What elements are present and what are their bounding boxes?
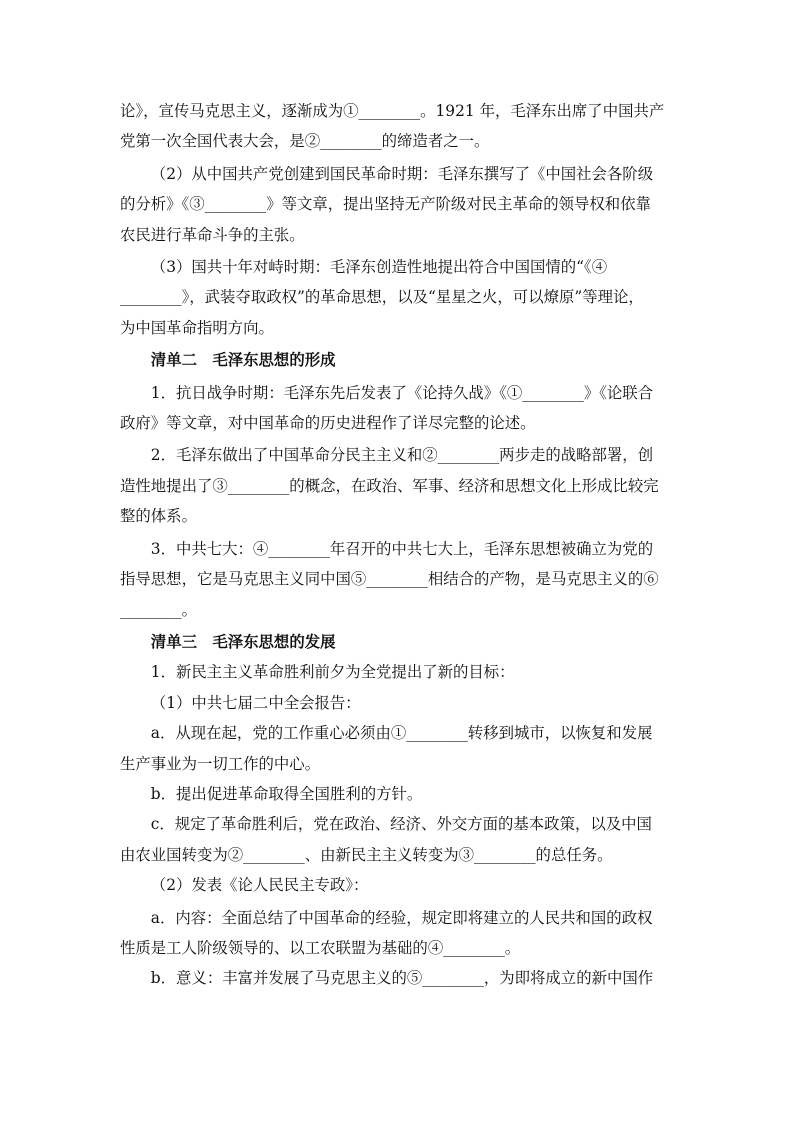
s2-item-2-line-1: 2．毛泽东做出了中国革命分民主主义和②________两步走的战略部署，创 bbox=[150, 446, 654, 465]
s2-item-3-line-3: ________。 bbox=[120, 600, 197, 619]
s2-item-1-line-2: 政府》等文章，对中国革命的历史进程作了详尽完整的论述。 bbox=[120, 414, 536, 433]
s3-a2-line-1: a．内容：全面总结了中国革命的经验，规定即将建立的人民共和国的政权 bbox=[150, 908, 653, 927]
s1-p2-line-3: 农民进行革命斗争的主张。 bbox=[120, 225, 305, 244]
s1-p3-line-1: （3）国共十年对峙时期：毛泽东创造性地提出符合中国国情的“《④ bbox=[150, 258, 608, 277]
s1-p3-line-2: ________》，武装夺取政权”的革命思想，以及“星星之火，可以燎原”等理论， bbox=[120, 288, 644, 307]
s2-item-3-line-2: 指导思想，它是马克思主义同中国⑤________相结合的产物，是马克思主义的⑥ bbox=[120, 570, 659, 589]
s3-a2-line-2: 性质是工人阶级领导的、以工农联盟为基础的④________。 bbox=[120, 938, 521, 957]
s1-p3-line-3: 为中国革命指明方向。 bbox=[120, 318, 274, 337]
s3-item-1: 1．新民主主义革命胜利前夕为全党提出了新的目标： bbox=[150, 663, 515, 682]
intro-line-1: 论》，宣传马克思主义，逐渐成为①________。1921 年，毛泽东出席了中国共产 bbox=[120, 102, 665, 120]
s3-sub-1: （1）中共七届二中全会报告： bbox=[150, 693, 361, 712]
s3-c-line-2: 由农业国转变为②________、由新民主主义转变为③________的总任务。 bbox=[120, 845, 613, 864]
s3-a-line-2: 生产事业为一切工作的中心。 bbox=[120, 754, 321, 773]
s3-a-line-1: a．从现在起，党的工作重心必须由①________转移到城市，以恢复和发展 bbox=[150, 724, 653, 743]
s2-item-3-line-1: 3．中共七大：④________年召开的中共七大上，毛泽东思想被确立为党的 bbox=[150, 539, 654, 558]
s2-item-2-line-2: 造性地提出了③________的概念，在政治、军事、经济和思想文化上形成比较完 bbox=[120, 476, 659, 495]
section-heading-3: 清单三 毛泽东思想的发展 bbox=[150, 632, 336, 651]
s2-item-2-line-3: 整的体系。 bbox=[120, 507, 197, 526]
document-body bbox=[120, 96, 676, 994]
s1-p2-line-2: 的分析》《③________》等文章，提出坚持无产阶级对民主革命的领导权和依靠 bbox=[120, 195, 651, 214]
intro-line-2: 党第一次全国代表大会，是②________的缔造者之一。 bbox=[120, 132, 490, 151]
s3-b2-line-1: b．意义：丰富并发展了马克思主义的⑤________，为即将成立的新中国作 bbox=[150, 969, 654, 988]
s1-p2-line-1: （2）从中国共产党创建到国民革命时期：毛泽东撰写了《中国社会各阶级 bbox=[150, 164, 654, 183]
s3-sub-2: （2）发表《论人民民主专政》： bbox=[150, 876, 369, 895]
s3-c-line-1: c．规定了革命胜利后，党在政治、经济、外交方面的基本政策，以及中国 bbox=[150, 815, 652, 834]
section-heading-2: 清单二 毛泽东思想的形成 bbox=[150, 351, 336, 370]
s3-b: b．提出促进革命取得全国胜利的方针。 bbox=[150, 784, 423, 803]
s2-item-1-line-1: 1．抗日战争时期：毛泽东先后发表了《论持久战》《①________》《论联合 bbox=[150, 383, 654, 402]
